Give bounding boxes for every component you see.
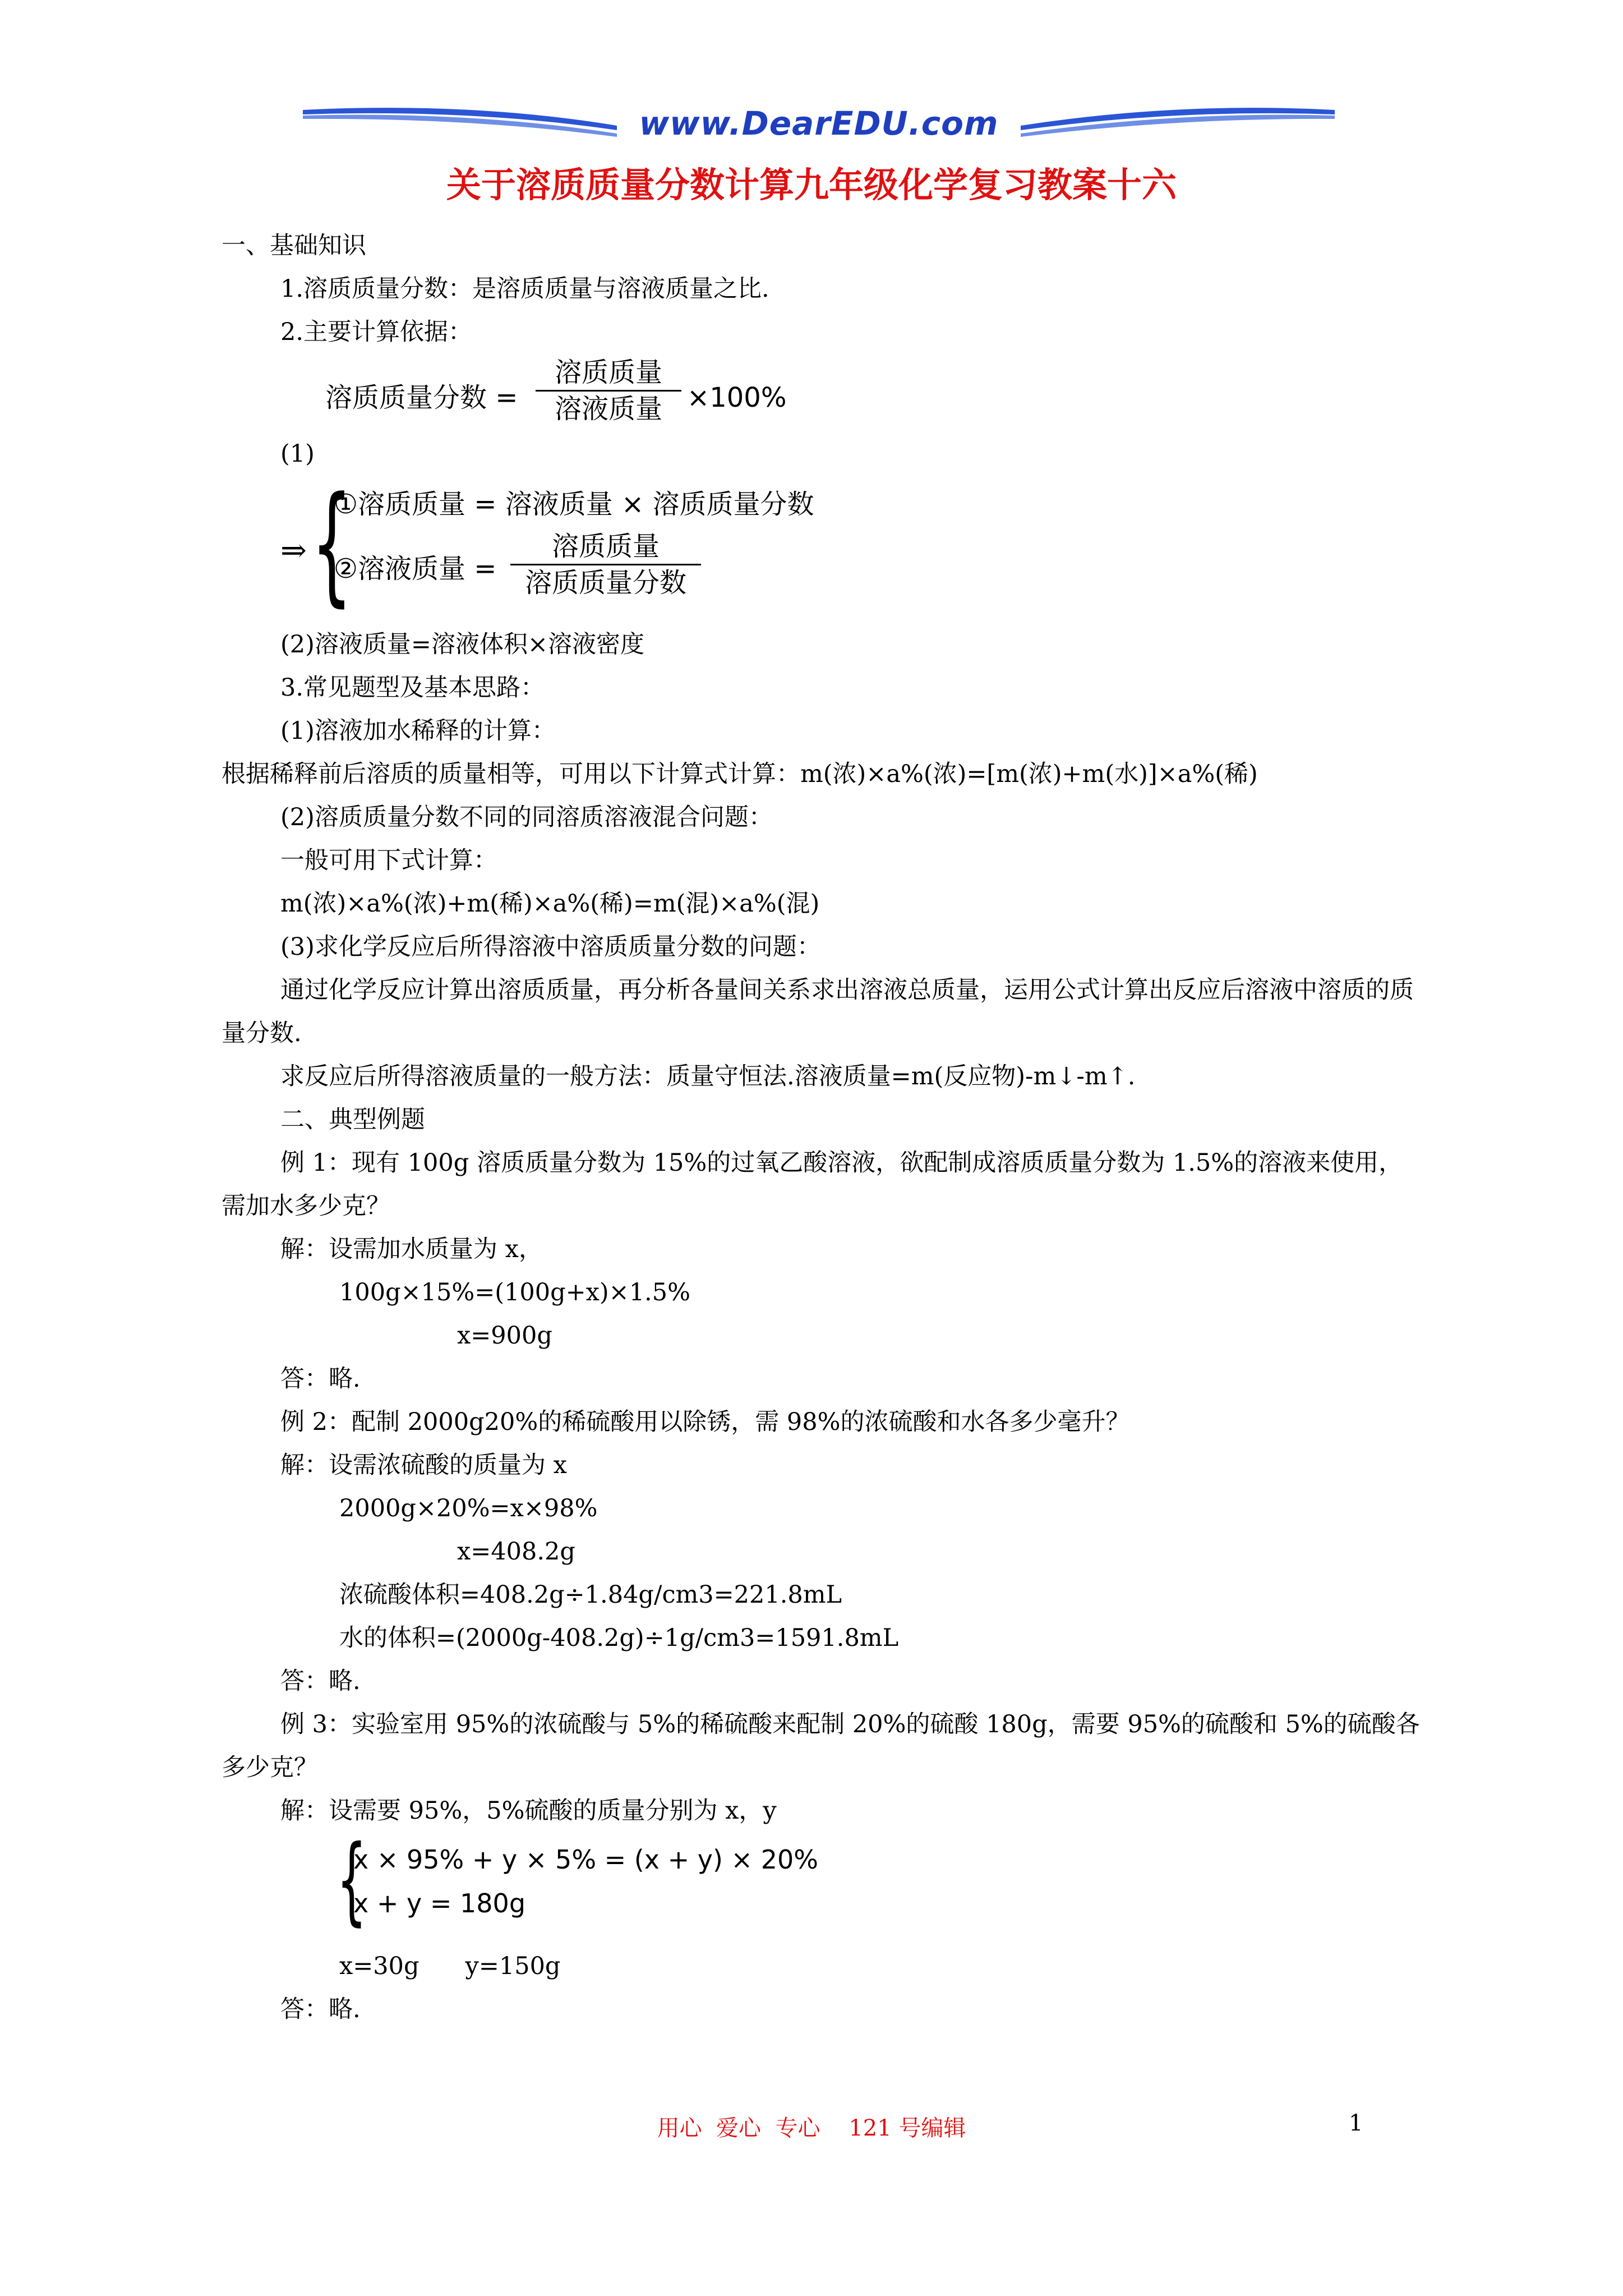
example-2-volume-acid: 浓硫酸体积=408.2g÷1.84g/cm3=221.8mL [339, 1581, 842, 1609]
section-heading-examples: 二、典型例题 [280, 1106, 425, 1134]
example-2-answer: 答：略. [280, 1667, 361, 1695]
example-2-volume-water: 水的体积=(2000g-408.2g)÷1g/cm3=1591.8mL [339, 1624, 899, 1652]
formula-label: (1) [280, 440, 315, 468]
left-brace: { [336, 1825, 367, 1936]
paragraph: (2)溶液质量=溶液体积×溶液密度 [280, 631, 644, 659]
paragraph: m(浓)×a%(浓)+m(稀)×a%(稀)=m(混)×a%(混) [280, 890, 820, 918]
example-1-solution: 解：设需加水质量为 x， [280, 1235, 543, 1263]
paragraph: 根据稀释前后溶质的质量相等，可用以下计算式计算：m(浓)×a%(浓)=[m(浓)+m(水)]×a%(稀) [222, 760, 1258, 788]
site-url: www.DearEDU.com [639, 104, 999, 142]
formula-tail: ×100% [687, 382, 787, 413]
paragraph: 3.常见题型及基本思路： [280, 674, 545, 702]
paragraph: 一般可用下式计算： [280, 846, 497, 875]
paragraph: 求反应后所得溶液质量的一般方法：质量守恒法.溶液质量=m(反应物)-m↓-m↑. [280, 1062, 1136, 1091]
section-heading-basics: 一、基础知识 [222, 232, 366, 260]
example-1-equation: 100g×15%=(100g+x)×1.5% [339, 1278, 690, 1306]
fraction-numerator: 溶质质量 [536, 355, 681, 392]
formula-equation-system [222, 1825, 1422, 1945]
example-2-solution: 解：设需浓硫酸的质量为 x [280, 1451, 567, 1479]
example-1-question: 例 1：现有 100g 溶质质量分数为 15%的过氧乙酸溶液，欲配制成溶质质量分数为 1.5%的溶液来使用，需加水多少克？ [222, 1149, 1403, 1220]
footer-text: 用心 爱心 专心 121 号编辑 [657, 2115, 966, 2141]
example-1-result: x=900g [457, 1322, 552, 1350]
left-brace: { [311, 470, 353, 619]
paragraph: 通过化学反应计算出溶质质量，再分析各量间关系求出溶液总质量，运用公式计算出反应后溶液中溶质的质量分数. [222, 976, 1414, 1047]
example-3-answer: 答：略. [280, 1995, 361, 2023]
paragraph: (1)溶液加水稀释的计算： [280, 717, 556, 745]
formula-fraction [510, 529, 701, 600]
formula-lhs: 溶质质量分数 = [325, 382, 518, 413]
formula-derived [222, 470, 1422, 623]
example-2-equation: 2000g×20%=x×98% [339, 1494, 598, 1522]
example-3-result: x=30g y=150g [339, 1952, 561, 1980]
document-body [222, 224, 1422, 2031]
formula-line-2: ②溶液质量 = [334, 553, 497, 585]
example-2-result: x=408.2g [457, 1538, 575, 1566]
system-line-2: x + y = 180g [353, 1888, 526, 1918]
fraction-denominator: 溶液质量 [554, 393, 662, 425]
paragraph: 1.溶质质量分数：是溶质质量与溶液质量之比. [280, 275, 769, 303]
example-3-solution: 解：设需要 95%，5%硫酸的质量分别为 x，y [280, 1797, 777, 1825]
document-title: 关于溶质质量分数计算九年级化学复习教案十六 [446, 164, 1177, 205]
page-number: 1 [1349, 2110, 1363, 2136]
fraction-denominator: 溶质质量分数 [524, 567, 686, 599]
system-line-1: x × 95% + y × 5% = (x + y) × 20% [353, 1844, 818, 1875]
example-3-question: 例 3：实验室用 95%的浓硫酸与 5%的稀硫酸来配制 20%的硫酸 180g，需要 95%的硫酸和 5%的硫酸各多少克？ [222, 1710, 1420, 1782]
formula-line-1: ①溶质质量 = 溶液质量 × 溶质质量分数 [334, 489, 814, 520]
paragraph: (2)溶质质量分数不同的同溶质溶液混合问题： [280, 803, 773, 831]
paragraph: 2.主要计算依据： [280, 318, 473, 346]
paragraph: (3)求化学反应后所得溶液中溶质质量分数的问题： [280, 933, 821, 961]
formula-fraction [536, 355, 681, 426]
example-1-answer: 答：略. [280, 1365, 361, 1393]
formula-mass-fraction [222, 354, 1422, 477]
header-banner [303, 99, 1335, 149]
implies-arrow: ⇒ [280, 532, 307, 569]
fraction-numerator: 溶质质量 [510, 529, 701, 565]
example-2-question: 例 2：配制 2000g20%的稀硫酸用以除锈，需 98%的浓硫酸和水各多少毫升？ [280, 1408, 1130, 1436]
